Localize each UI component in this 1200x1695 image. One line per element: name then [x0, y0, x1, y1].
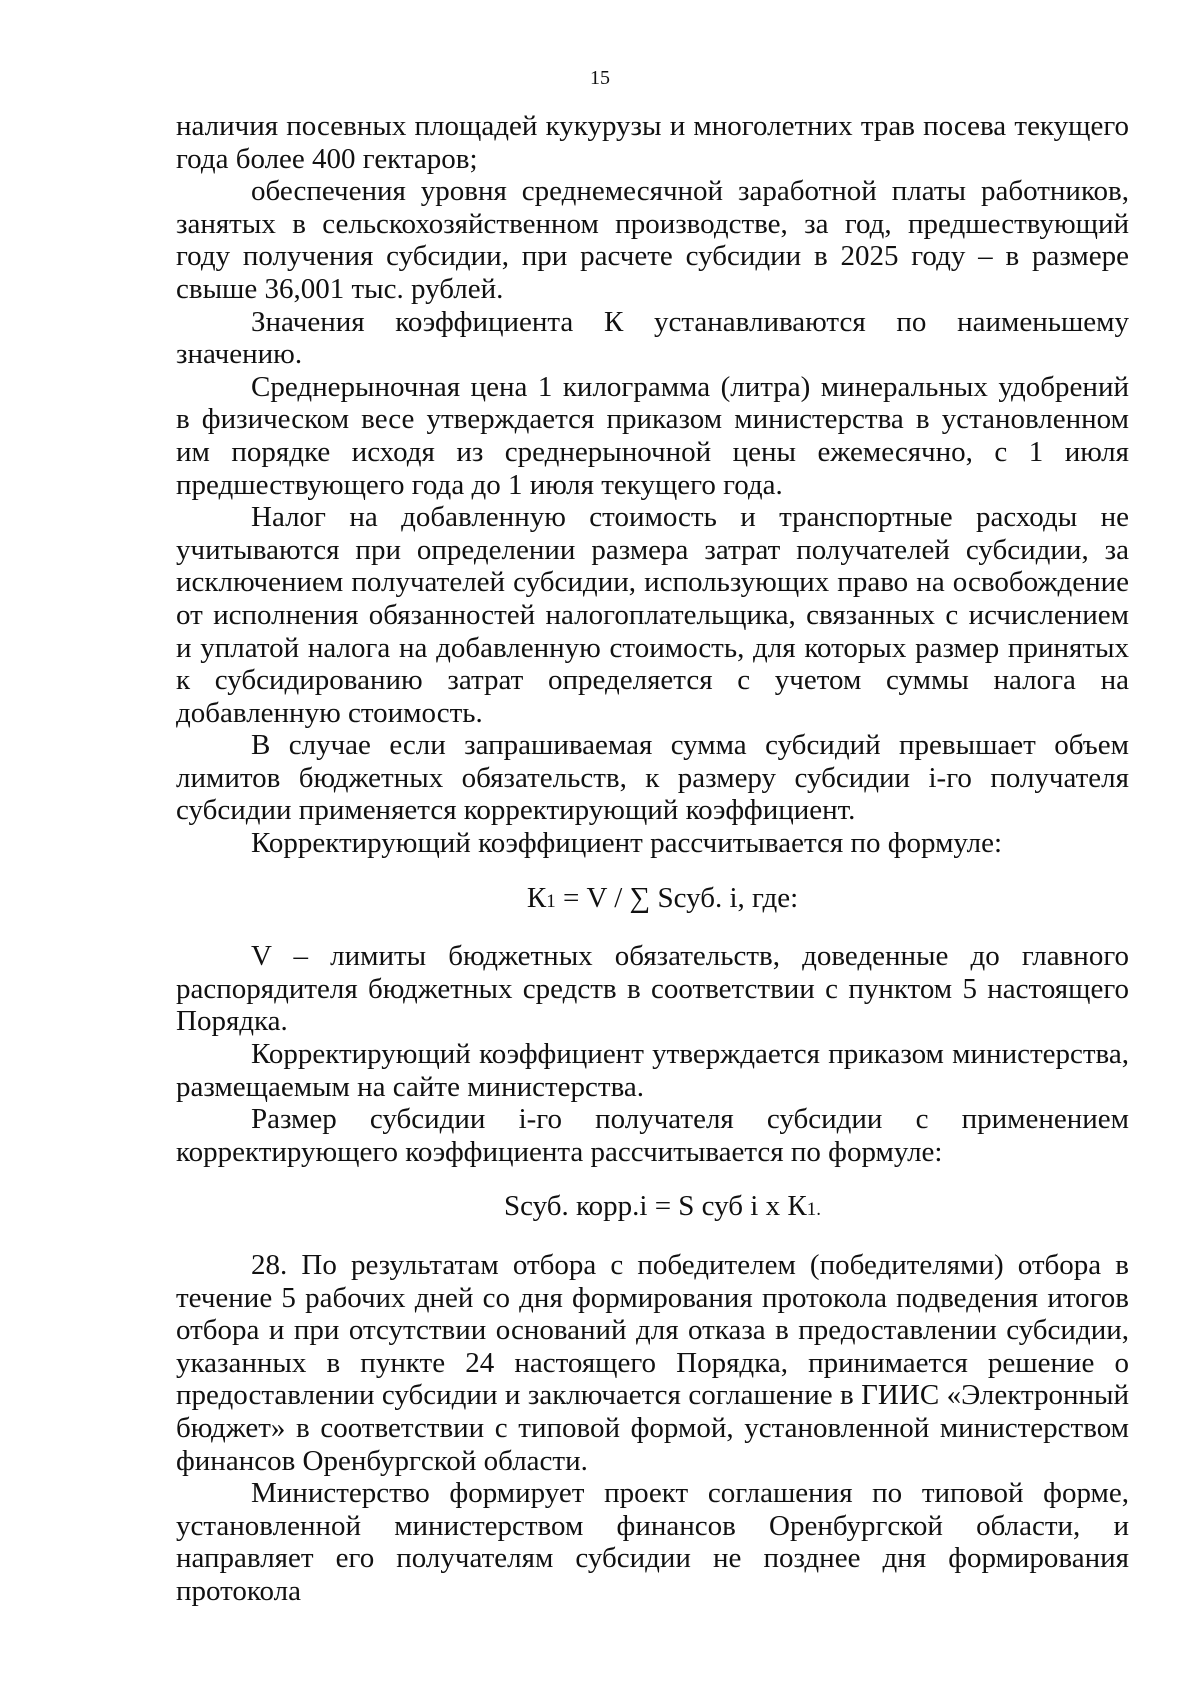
paragraph: V – лимиты бюджетных обязательств, доведенные до главного распорядителя бюджетных средств в соответствии с пунктом 5 настоящего Порядка.: [176, 940, 1129, 1038]
paragraph: В случае если запрашиваемая сумма субсидий превышает объем лимитов бюджетных обязательств, к размеру субсидии i-го получателя субсидии применяется корректирующий коэффициент.: [176, 729, 1129, 827]
paragraph: Размер субсидии i-го получателя субсидии с применением корректирующего коэффициента рассчитывается по формуле:: [176, 1103, 1129, 1168]
paragraph: Корректирующий коэффициент утверждается приказом министерства, размещаемым на сайте министерства.: [176, 1038, 1129, 1103]
document-body: [176, 110, 1129, 1608]
paragraph: наличия посевных площадей кукурузы и многолетних трав посева текущего года более 400 гектаров;: [176, 110, 1129, 175]
formula-k-subscript: 1: [546, 890, 556, 912]
paragraph: Налог на добавленную стоимость и транспортные расходы не учитываются при определении размера затрат получателей субсидии, за исключением получателей субсидии, использующих право на освобождение от исполнения обязанностей налогоплательщика, связанных с исчислением и уплатой налога на добавленную стоимость, для которых размер принятых к субсидированию затрат определяется с учетом суммы налога на добавленную стоимость.: [176, 501, 1129, 729]
formula-k-subscript: 1.: [806, 1199, 821, 1221]
paragraph: Значения коэффициента К устанавливаются по наименьшему значению.: [176, 305, 1129, 371]
correction-coefficient-formula: [176, 882, 1129, 919]
paragraph: 28. По результатам отбора с победителем (победителями) отбора в течение 5 рабочих дней со дня формирования протокола подведения итогов отбора и при отсутствии оснований для отказа в предоставлении субсидии, указанных в пункте 24 настоящего Порядка, принимается решение о предоставлении субсидии и заключается соглашение в ГИИС «Электронный бюджет» в соответствии с типовой формой, установленной министерством финансов Оренбургской области.: [176, 1249, 1129, 1477]
formula-main: Sсуб. корр.i = S суб i х К: [504, 1190, 807, 1223]
corrected-subsidy-formula: [176, 1190, 1129, 1227]
paragraph: Корректирующий коэффициент рассчитывается по формуле:: [251, 827, 1003, 860]
page-number: 15: [590, 67, 610, 89]
formula-k: К: [526, 881, 547, 914]
paragraph: Среднерыночная цена 1 килограмма (литра) минеральных удобрений в физическом весе утверждается приказом министерства в установленном им порядке исходя из среднерыночной цены ежемесячно, с 1 июля предшествующего года до 1 июля текущего года.: [176, 370, 1129, 501]
formula-rest: = V / ∑ Sсуб. i, где:: [555, 881, 799, 914]
paragraph: Министерство формирует проект соглашения по типовой форме, установленной министерством финансов Оренбургской области, и направляет его получателям субсидии не позднее дня формирования протокола: [176, 1477, 1129, 1607]
paragraph: обеспечения уровня среднемесячной заработной платы работников, занятых в сельскохозяйственном производстве, за год, предшествующий году получения субсидии, при расчете субсидии в 2025 году – в размере свыше 36,001 тыс. рублей.: [176, 175, 1129, 305]
